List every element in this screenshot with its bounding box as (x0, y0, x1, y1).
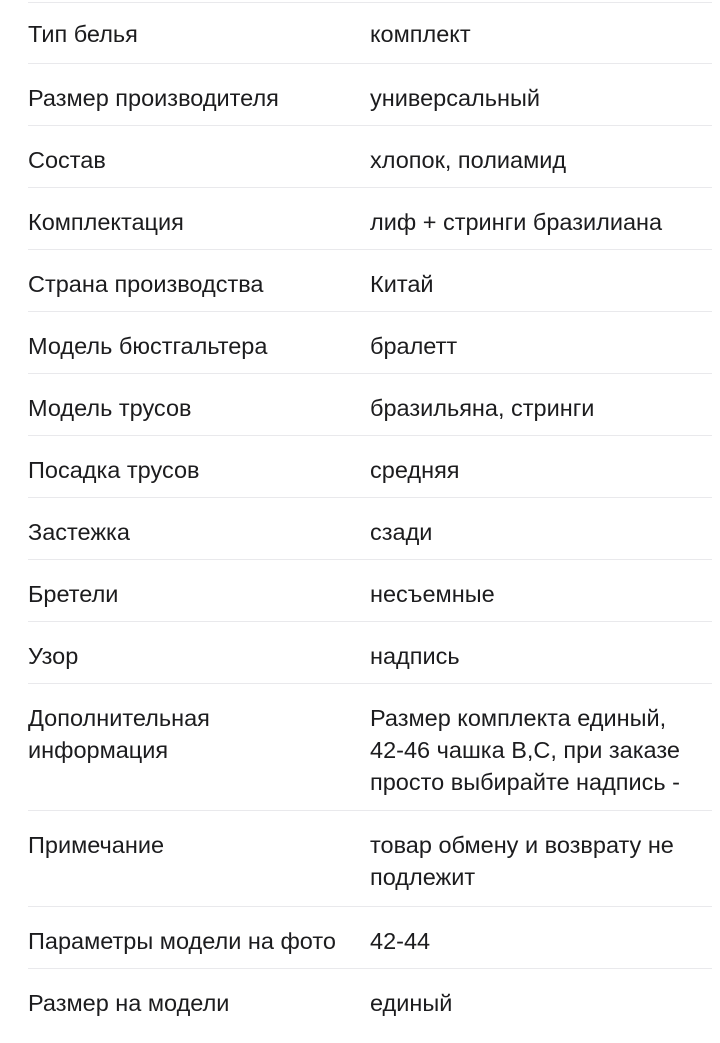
spec-value: сзади (370, 519, 433, 545)
spec-label: Размер на модели (28, 990, 230, 1016)
spec-label: Застежка (28, 519, 130, 545)
spec-row-panties-rise (0, 436, 720, 498)
spec-value: бралетт (370, 333, 458, 359)
spec-row-fastener (0, 498, 720, 560)
spec-row-note (0, 811, 720, 907)
spec-label: Параметры модели на фото (28, 928, 336, 954)
spec-row-manufacturer-size (0, 64, 720, 126)
spec-row-package-contents (0, 188, 720, 250)
spec-label: Модель трусов (28, 395, 192, 421)
spec-label: Состав (28, 147, 106, 173)
spec-row-composition (0, 126, 720, 188)
spec-value: Размер комплекта единый, 42-46 чашка В,С, при заказе просто выбирайте надпись - (370, 705, 680, 795)
spec-label: Бретели (28, 581, 119, 607)
spec-label: Дополнительная информация (28, 705, 210, 763)
spec-label: Размер производителя (28, 85, 279, 111)
spec-value: бразильяна, стринги (370, 395, 595, 421)
spec-value: 42-44 (370, 928, 431, 954)
spec-value: несъемные (370, 581, 495, 607)
spec-row-additional-info (0, 684, 720, 811)
spec-row-panties-model (0, 374, 720, 436)
spec-value: лиф + стринги бразилиана (370, 209, 663, 235)
spec-label: Узор (28, 643, 79, 669)
spec-label: Примечание (28, 832, 165, 858)
spec-label: Страна производства (28, 271, 264, 297)
spec-row-bra-model (0, 312, 720, 374)
spec-value: надпись (370, 643, 460, 669)
spec-row-pattern (0, 622, 720, 684)
spec-label: Модель бюстгальтера (28, 333, 268, 359)
spec-value: товар обмену и возврату не подлежит (370, 832, 674, 890)
spec-row-country (0, 250, 720, 312)
spec-value: средняя (370, 457, 460, 483)
spec-value: комплект (370, 21, 471, 47)
spec-label: Комплектация (28, 209, 184, 235)
spec-row-model-params (0, 907, 720, 969)
spec-label: Тип белья (28, 21, 138, 47)
spec-value: Китай (370, 271, 434, 297)
spec-row-straps (0, 560, 720, 622)
spec-value: универсальный (370, 85, 540, 111)
spec-value: единый (370, 990, 453, 1016)
spec-row-underwear-type (0, 0, 720, 64)
spec-label: Посадка трусов (28, 457, 200, 483)
spec-value: хлопок, полиамид (370, 147, 567, 173)
spec-row-model-size (0, 969, 720, 1031)
